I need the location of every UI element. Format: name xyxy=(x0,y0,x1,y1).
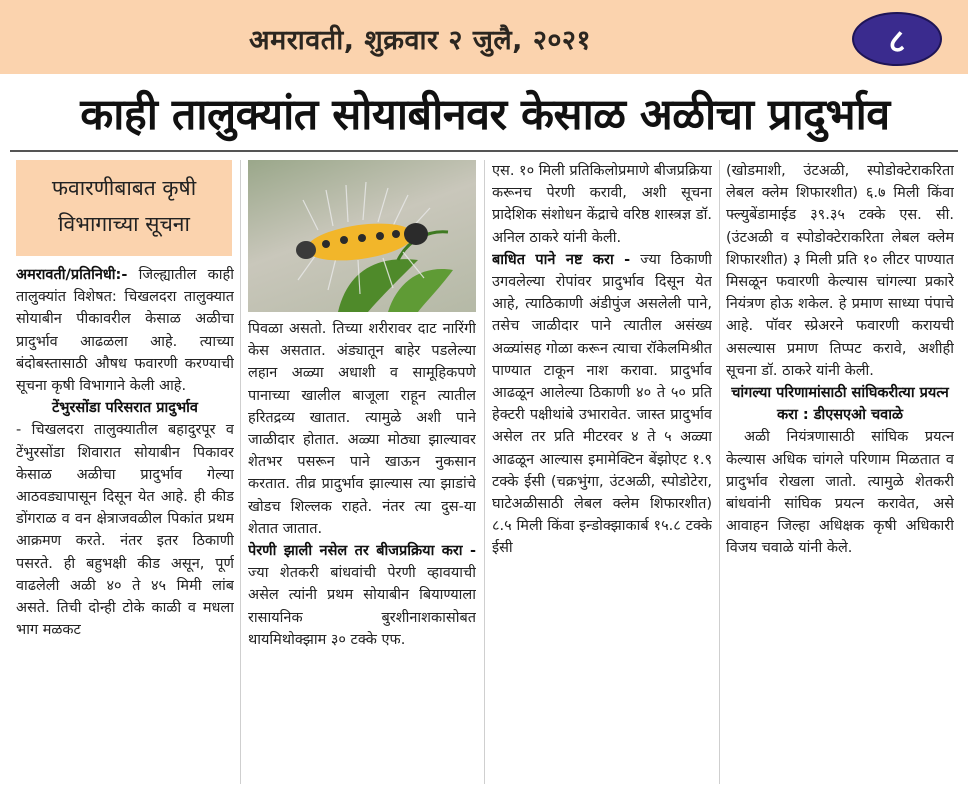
article-paragraph: ज्या ठिकाणी उगवलेल्या रोपांवर प्रादुर्भाव दिसून येत आहे, त्याठिकाणी अंडीपुंज असलेली पाने, तसेच जाळीदार पाने त्यातील असंख्य अळ्यांसह गोळा करून त्याचा रॉकेलमिश्रीत पाण्यात टाकून नाश करावा. प्रादुर्भाव आढळून आलेल्या ठिकाणी ४० ते ५० प्रति हेक्टरी पक्षीथांबे उभारावेत. जास्त प्रादुर्भाव असेल तर प्रति मीटरवर ४ ते ५ अळ्या आढळून आल्यास इमामेक्टिन बेंझोएट १.९ टक्के ईसी (चक्रभुंगा, उंटअळी, स्पोडोटेरा, घाटेअळीसाठी लेबल क्लेम शिफारशीत) ८.५ मिली किंवा इन्डोक्झाकार्ब १५.८ टक्के ईसी xyxy=(492,251,712,557)
section-heading: बाधित पाने नष्ट करा - xyxy=(492,251,631,268)
caterpillar-tail xyxy=(296,241,316,259)
article-paragraph: ज्या शेतकरी बांधवांची पेरणी व्हावयाची असेल त्यांनी प्रथम सोयाबीन बियाण्याला रासायनिक बुरशीनाशकासोबत थायमिथोक्झाम ३० टक्के एफ. xyxy=(248,565,476,648)
column-divider xyxy=(484,160,485,784)
column-divider xyxy=(240,160,241,784)
caterpillar-photo xyxy=(248,160,476,312)
headline: काही तालुक्यांत सोयाबीनवर केसाळ अळीचा प्रादुर्भाव xyxy=(80,90,890,140)
article-paragraph: जिल्ह्यातील काही तालुक्यांत विशेषत: चिखलदरा तालुक्यात सोयाबीन पीकावरील केसाळ अळीचा प्रादुर्भाव आढळला आहे. त्याच्या बंदोबस्तासाठी औषध फवारणी करण्याची सूचना कृषी विभागाने केली आहे. xyxy=(16,267,234,395)
article-paragraph: (खोडमाशी, उंटअळी, स्पोडोक्टेराकरिता लेबल क्लेम शिफारशीत) ६.७ मिली किंवा फ्ल्युबेंडामाईड ३९.३५ टक्के एस. सी. (उंटअळी व स्पोडोक्टेराकरिता लेबल क्लेम शिफारशीत) ३ मिली प्रति १० लीटर पाण्यात मिसळून फवारणी केल्यास चांगल्या प्रकारे नियंत्रण होऊ शकेल. हे प्रमाण साध्या पंपाचे आहे. पॉवर स्प्रेअरने फवारणी करायची असल्यास प्रमाण तिप्पट करावे, अशीही सूचना डॉ. ठाकरे यांनी केली. xyxy=(726,163,954,379)
headline-rule xyxy=(10,150,958,152)
subhead: फवारणीबाबत कृषी विभागाच्या सूचना xyxy=(51,176,197,236)
section-heading: टेंभुरसोंडा परिसरात प्रादुर्भाव xyxy=(52,400,198,417)
article-column-2 xyxy=(248,318,476,786)
article-paragraph: एस. १० मिली प्रतिकिलोप्रमाणे बीजप्रक्रिया करूनच पेरणी करावी, अशी सूचना प्रादेशिक संशोधन केंद्राचे वरिष्ठ शास्त्रज्ञ डॉ. अनिल ठाकरे यांनी केली. xyxy=(492,163,712,246)
article-paragraph: पिवळा असतो. तिच्या शरीरावर दाट नारिंगी केस असतात. अंड्यातून बाहेर पडलेल्या लहान अळ्या अधाशी व सामूहिकपणे पानाच्या खालील बाजूला राहून त्यातील हरितद्रव्य खातात. त्यामुळे अशी पाने जाळीदार होतात. अळ्या मोठ्या झाल्यावर शेतभर पसरून पाने खाऊन नुकसान करतात. तीव्र प्रादुर्भाव झाल्यास त्या झाडांचे खोडच शिल्लक राहते. नंतर त्या दुस-या शेतात जातात. xyxy=(248,321,476,537)
article-column-4 xyxy=(726,160,954,786)
section-heading: पेरणी झाली नसेल तर बीजप्रक्रिया करा - xyxy=(248,543,476,560)
caterpillar-head xyxy=(404,223,428,245)
byline: अमरावती/प्रतिनिधी:- xyxy=(16,267,128,283)
article-column-3 xyxy=(492,160,712,786)
caterpillar-icon xyxy=(248,160,476,312)
section-heading: चांगल्या परिणामांसाठी सांघिकरीत्या प्रयत्न करा : डीएसएओ चवाळे xyxy=(731,385,949,424)
dateline: अमरावती, शुक्रवार २ जुलै, २०२१ xyxy=(248,25,591,56)
article-paragraph: अळी नियंत्रणासाठी सांघिक प्रयत्न केल्यास अधिक चांगले परिणाम मिळतात व प्रादुर्भाव रोखला जातो. त्यामुळे शेतकरी बांधवांनी सांघिक प्रयत्न करावेत, असे आवाहन जिल्हा अधिक्षक कृषी अधिकारी विजय चवाळे यांनी केले. xyxy=(726,429,954,557)
page-number-badge: ८ xyxy=(852,12,942,66)
column-divider xyxy=(719,160,720,784)
article-column-1 xyxy=(16,264,234,786)
subhead-box xyxy=(16,160,232,256)
article-paragraph: - चिखलदरा तालुक्यातील बहादुरपूर व टेंभुरसोंडा शिवारात सोयाबीन पिकावर केसाळ अळीचा प्रादुर्भाव गेल्या आठवड्यापासून दिसून येत आहे. ही कीड डोंगराळ व वन क्षेत्राजवळील पिकांत प्रथम आक्रमण करते. नंतर इतर ठिकाणी पसरते. ही बहुभक्षी कीड असून, पूर्ण वाढलेली अळी ४० ते ४५ मिमी लांब असते. तिची दोन्ही टोके काळी व मधला भाग मळकट xyxy=(16,422,234,639)
